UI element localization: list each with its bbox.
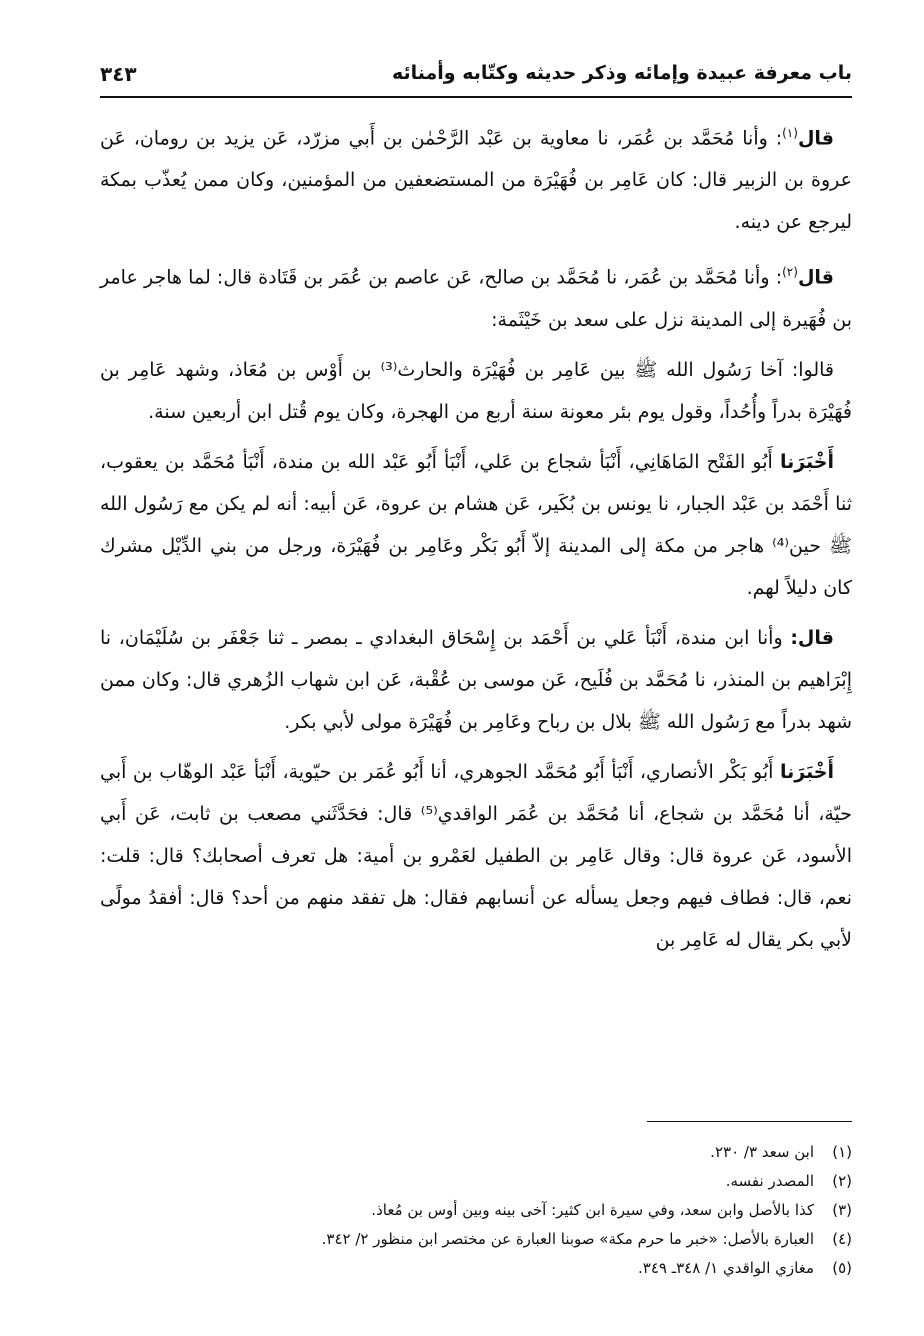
footnote-ref: (١) — [782, 126, 798, 140]
footnote-item — [100, 1196, 852, 1225]
lead-word: أَخْبَرَنا — [779, 450, 834, 473]
main-text — [100, 112, 852, 969]
footnote-number: (١) — [832, 1143, 852, 1161]
paragraph-text: أَبُو بَكْر الأنصاري، أَنْبَأ أَبُو مُحَمَّد الجوهري، أنا أَبُو عُمَر بن حيّوية، أَنْبَأ عَبْد الوهّاب بن أَبي حيّة، أنا مُحَمَّد بن شجاع، أنا مُحَمَّد بن عُمَر الواقدي⁽⁵⁾ قال: فحَدَّثَني مصعب بن ثابت، عَن أَبي الأسود، عَن عروة قال: وقال عَامِر بن الطفيل لعَمْرو بن أمية: هل تعرف أصحابك؟ قال: قلت: نعم، قال: فطاف فيهم وجعل يسأله عن أنسابهم فقال: هل تفقد منهم من أحد؟ قال: أفقدُ مولًى لأبي بكر يقال له عَامِر بن — [100, 760, 852, 951]
footnotes — [100, 1138, 852, 1283]
footnote-text: المصدر نفسه. — [725, 1172, 814, 1190]
footnote-text: العبارة بالأصل: «خبر ما حرم مكة» صوبنا العبارة عن مختصر ابن منظور ٢/ ٣٤٢. — [321, 1230, 814, 1248]
paragraph-6 — [100, 751, 852, 961]
lead-word: قال — [797, 266, 834, 289]
footnote-number: (٣) — [832, 1201, 852, 1219]
paragraph-text: قالوا: آخا رَسُول الله ﷺ بين عَامِر بن فُهَيْرَة والحارث⁽³⁾ بن أَوْس بن مُعَاذ، وشهد عَامِر بن فُهَيْرَة بدراً وأُحُداً، وقول يوم بئر معونة سنة أربع من الهجرة، وكان يوم قُتل ابن أربعين سنة. — [100, 358, 852, 423]
header-divider — [100, 96, 852, 98]
paragraph-text: وأنا ابن مندة، أَنْبَأ عَلي بن أَحْمَد بن إِسْحَاق البغدادي ـ بمصر ـ ثنا جَعْفَر بن سُلَيْمَان، نا إِبْرَاهيم بن المنذر، نا مُحَمَّد بن فُلَيح، عَن موسى بن عُقْبة، عَن ابن شهاب الزُهري قال: وكان ممن شهد بدراً مع رَسُول الله ﷺ بلال بن رباح وعَامِر بن فُهَيْرَة مولى لأبي بكر. — [100, 626, 852, 733]
footnote-divider — [647, 1121, 852, 1122]
footnote-item — [100, 1167, 852, 1196]
footnote-text: مغازي الواقدي ١/ ٣٤٨ـ ٣٤٩. — [638, 1259, 814, 1277]
running-header — [100, 58, 852, 92]
footnote-item — [100, 1138, 852, 1167]
paragraph-3 — [100, 349, 852, 433]
lead-word: قال — [797, 127, 834, 150]
footnote-item — [100, 1225, 852, 1254]
paragraph-5 — [100, 617, 852, 743]
footnote-text: كذا بالأصل وابن سعد، وفي سيرة ابن كثير: آخى بينه وبين أوس بن مُعاذ. — [371, 1201, 814, 1219]
page-number: ٣٤٣ — [100, 62, 137, 86]
footnote-text: ابن سعد ٣/ ٢٣٠. — [710, 1143, 814, 1161]
chapter-title: باب معرفة عبيدة وإمائه وذكر حديثه وكتّابه وأمنائه — [391, 62, 852, 84]
paragraph-text: : وأنا مُحَمَّد بن عُمَر، نا مُحَمَّد بن صالح، عَن عاصم بن عُمَر بن قَتَادة قال: لما هاجر عامر بن فُهَيرة إلى المدينة نزل على سعد بن خَيْثَمة: — [100, 266, 852, 331]
footnote-number: (٥) — [832, 1259, 852, 1277]
paragraph-1 — [100, 112, 852, 243]
paragraph-text: : وأنا مُحَمَّد بن عُمَر، نا معاوية بن عَبْد الرَّحْمٰن بن أَبي مزرّد، عَن يزيد بن رومان، عَن عروة بن الزبير قال: كان عَامِر بن فُهَيْرَة من المستضعفين من المؤمنين، وكان ممن يُعذّب بمكة ليرجع عن دينه. — [100, 127, 852, 234]
footnote-number: (٤) — [832, 1230, 852, 1248]
footnote-item — [100, 1254, 852, 1283]
lead-word: قال: — [790, 626, 834, 649]
paragraph-4 — [100, 441, 852, 609]
paragraph-text: أَبُو الفَتْح المَاهَانِي، أَنْبَأ شجاع بن عَلي، أَنْبَأ أَبُو عَبْد الله بن مندة، أَنْبَأ مُحَمَّد بن يعقوب، ثنا أَحْمَد بن عَبْد الجبار، نا يونس بن بُكَير، عَن هشام بن عروة، عَن أبيه: أنه لم يكن مع رَسُول الله ﷺ حين⁽⁴⁾ هاجر من مكة إلى المدينة إلاّ أَبُو بَكْر وعَامِر بن فُهَيْرَة، ورجل من بني الدِّيْل مشرك كان دليلاً لهم. — [100, 450, 853, 599]
paragraph-2 — [100, 251, 852, 340]
footnote-ref: (٢) — [782, 265, 798, 280]
lead-word: أَخْبَرَنا — [779, 760, 834, 783]
footnote-number: (٢) — [832, 1172, 852, 1190]
